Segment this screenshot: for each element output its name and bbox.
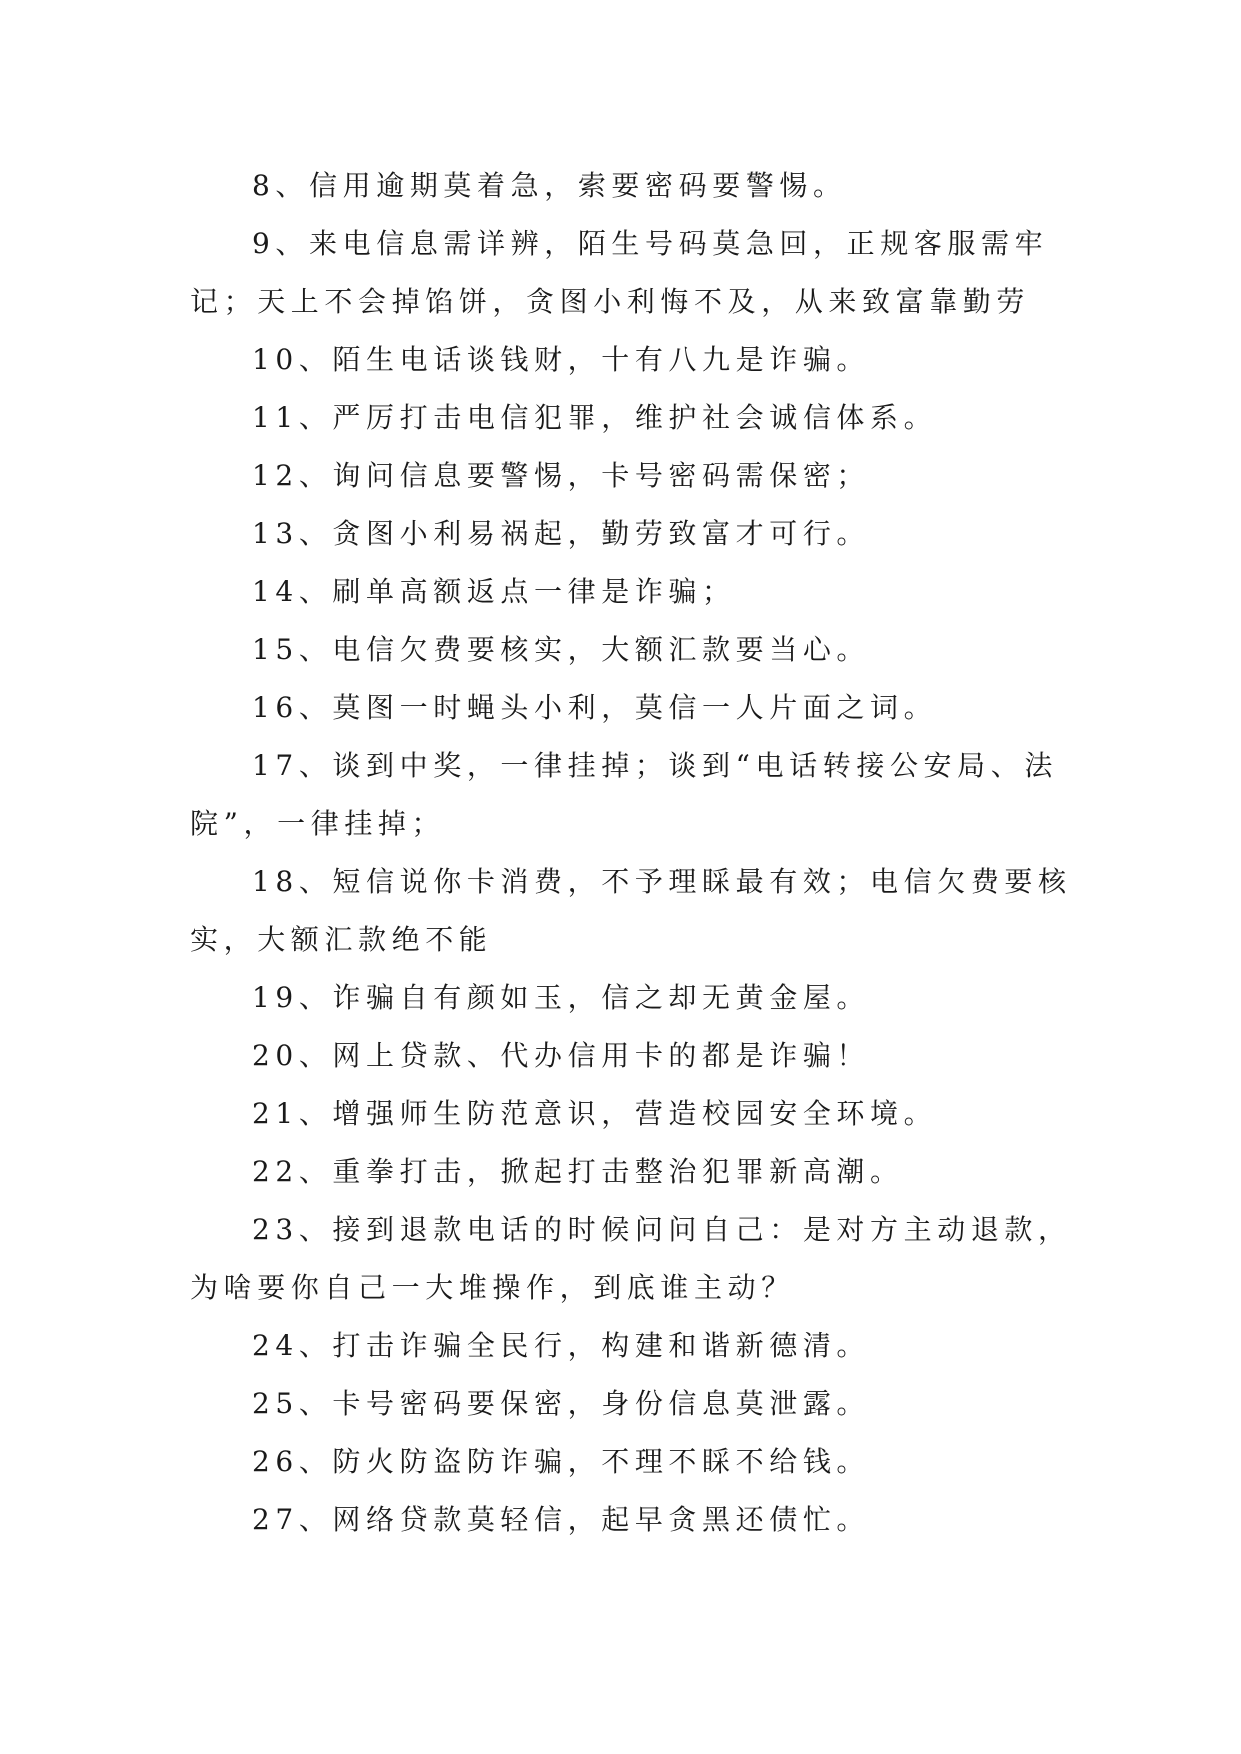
list-item-line: 25、卡号密码要保密，身份信息莫泄露。 <box>252 1387 871 1420</box>
list-item-line: 18、短信说你卡消费，不予理睬最有效；电信欠费要核 <box>252 865 1072 898</box>
list-item <box>190 1143 1070 1201</box>
list-item <box>190 563 1070 621</box>
list-item-line: 15、电信欠费要核实，大额汇款要当心。 <box>252 633 871 666</box>
list-item-line: 11、严厉打击电信犯罪，维护社会诚信体系。 <box>252 401 938 434</box>
list-item-line: 19、诈骗自有颜如玉，信之却无黄金屋。 <box>252 981 871 1014</box>
list-item <box>190 505 1070 563</box>
list-item-line: 9、来电信息需详辨，陌生号码莫急回，正规客服需牢 <box>252 227 1049 260</box>
list-item <box>190 1027 1070 1085</box>
list-item-line: 8、信用逾期莫着急，索要密码要警惕。 <box>252 169 847 202</box>
list-item-line: 10、陌生电话谈钱财，十有八九是诈骗。 <box>252 343 871 376</box>
list-item-line: 27、网络贷款莫轻信，起早贪黑还债忙。 <box>252 1503 871 1536</box>
list-item-line: 记；天上不会掉馅饼，贪图小利悔不及，从来致富靠勤劳 <box>190 285 1031 318</box>
list-item <box>190 853 1070 969</box>
list-item <box>190 331 1070 389</box>
list-item-line: 21、增强师生防范意识，营造校园安全环境。 <box>252 1097 938 1130</box>
list-item <box>190 1201 1070 1317</box>
list-item-line: 为啥要你自己一大堆操作，到底谁主动？ <box>190 1271 795 1304</box>
list-item <box>190 447 1070 505</box>
list-item <box>190 1085 1070 1143</box>
list-item <box>190 1317 1070 1375</box>
list-item-line: 24、打击诈骗全民行，构建和谐新德清。 <box>252 1329 871 1362</box>
document-body <box>190 157 1070 1549</box>
list-item <box>190 621 1070 679</box>
list-item <box>190 1433 1070 1491</box>
list-item <box>190 1491 1070 1549</box>
list-item <box>190 737 1070 853</box>
list-item-line: 实，大额汇款绝不能 <box>190 923 493 956</box>
list-item-line: 22、重拳打击，掀起打击整治犯罪新高潮。 <box>252 1155 904 1188</box>
list-item-line: 16、莫图一时蝇头小利，莫信一人片面之词。 <box>252 691 938 724</box>
list-item-line: 26、防火防盗防诈骗，不理不睬不给钱。 <box>252 1445 871 1478</box>
list-item <box>190 969 1070 1027</box>
list-item-line: 14、刷单高额返点一律是诈骗； <box>252 575 736 608</box>
list-item-line: 12、询问信息要警惕，卡号密码需保密； <box>252 459 871 492</box>
list-item-line: 20、网上贷款、代办信用卡的都是诈骗！ <box>252 1039 871 1072</box>
list-item-line: 13、贪图小利易祸起，勤劳致富才可行。 <box>252 517 871 550</box>
list-item <box>190 215 1070 331</box>
list-item <box>190 1375 1070 1433</box>
list-item <box>190 679 1070 737</box>
list-item <box>190 157 1070 215</box>
list-item-line: 23、接到退款电话的时候问问自己：是对方主动退款， <box>252 1213 1072 1246</box>
list-item-line: 17、谈到中奖，一律挂掉；谈到“电话转接公安局、法 <box>252 749 1058 782</box>
list-item <box>190 389 1070 447</box>
list-item-line: 院”，一律挂掉； <box>190 807 446 840</box>
